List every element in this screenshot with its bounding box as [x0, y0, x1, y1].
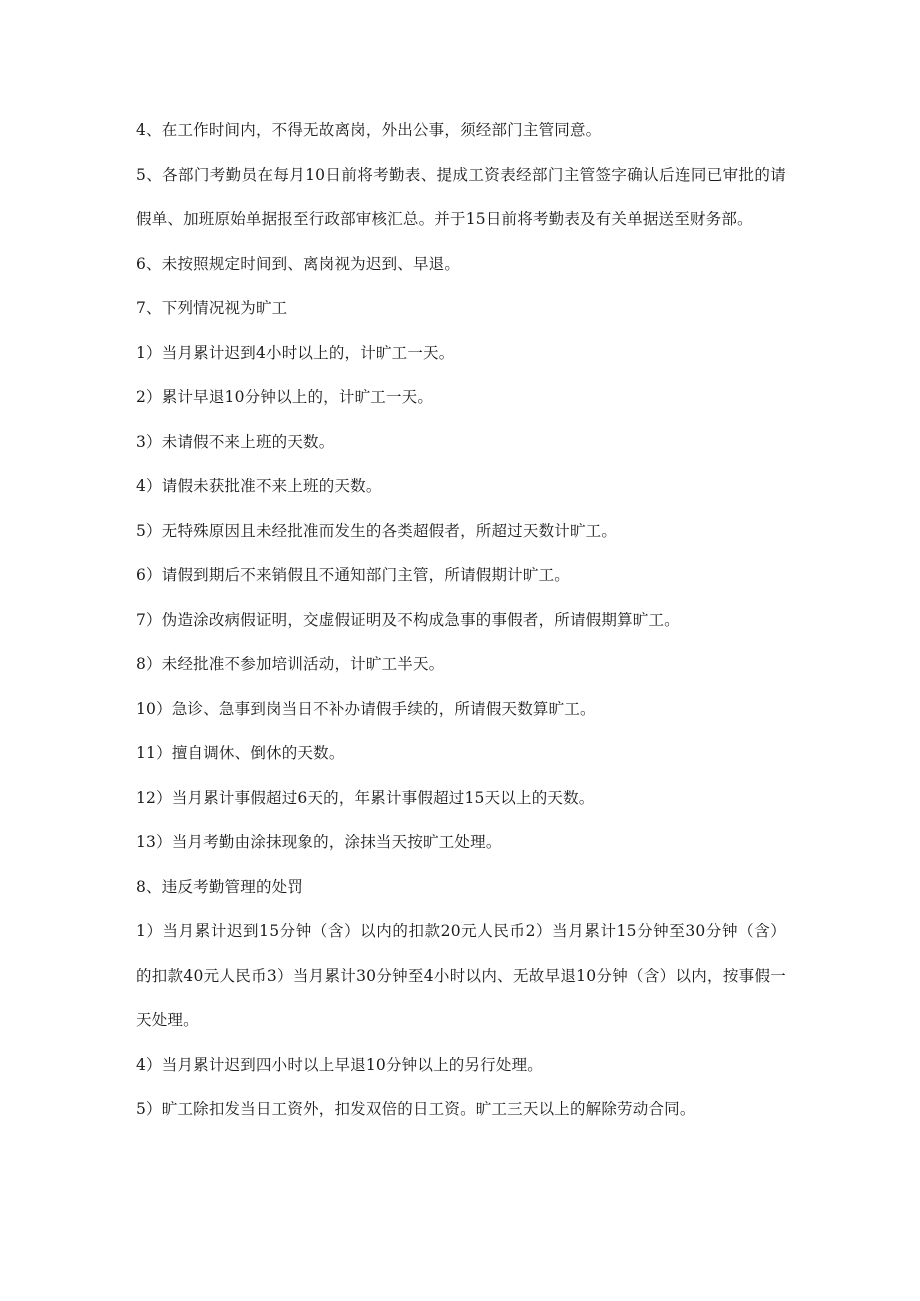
paragraph-7-heading: 7、下列情况视为旷工: [136, 299, 288, 317]
list-item: 3）未请假不来上班的天数。: [136, 432, 335, 451]
list-item: 11）擅自调休、倒休的天数。: [136, 744, 345, 762]
list-item: 2）累计早退10分钟以上的，计旷工一天。: [136, 388, 434, 406]
list-item: 10）急诊、急事到岗当日不补办请假手续的，所请假天数算旷工。: [136, 699, 596, 718]
paragraph-8-heading: 8、违反考勤管理的处罚: [136, 877, 304, 896]
paragraph-5: 5、各部门考勤员在每月10日前将考勤表、提成工资表经部门主管签字确认后连同已审批的请假单、加班原始单据报至行政部审核汇总。并于15日前将考勤表及有关单据送至财务部。: [136, 165, 786, 228]
list-item: 7）伪造涂改病假证明，交虚假证明及不构成急事的事假者，所请假期算旷工。: [136, 610, 680, 629]
list-item: 4）当月累计迟到四小时以上早退10分钟以上的另行处理。: [136, 1055, 543, 1074]
document-page: [136, 108, 786, 1132]
list-item: 13）当月考勤由涂抹现象的，涂抹当天按旷工处理。: [136, 833, 502, 851]
list-item: 4）请假未获批准不来上班的天数。: [136, 477, 382, 495]
list-item: 5）旷工除扣发当日工资外，扣发双倍的日工资。旷工三天以上的解除劳动合同。: [136, 1100, 696, 1118]
list-item: 12）当月累计事假超过6天的，年累计事假超过15天以上的天数。: [136, 788, 595, 807]
list-item: 5）无特殊原因且未经批准而发生的各类超假者，所超过天数计旷工。: [136, 521, 618, 540]
paragraph-6: 6、未按照规定时间到、离岗视为迟到、早退。: [136, 254, 461, 273]
paragraph-4: 4、在工作时间内，不得无故离岗，外出公事，须经部门主管同意。: [136, 121, 602, 139]
list-item: 8）未经批准不参加培训活动，计旷工半天。: [136, 655, 445, 673]
list-item: 1）当月累计迟到15分钟（含）以内的扣款20元人民币2）当月累计15分钟至30分钟（含）的扣款40元人民币3）当月累计30分钟至4小时以内、无故早退10分钟（含）以内，按事假一天处理。: [136, 922, 786, 1029]
list-item: 6）请假到期后不来销假且不通知部门主管，所请假期计旷工。: [136, 566, 570, 584]
list-item: 1）当月累计迟到4小时以上的，计旷工一天。: [136, 343, 455, 362]
